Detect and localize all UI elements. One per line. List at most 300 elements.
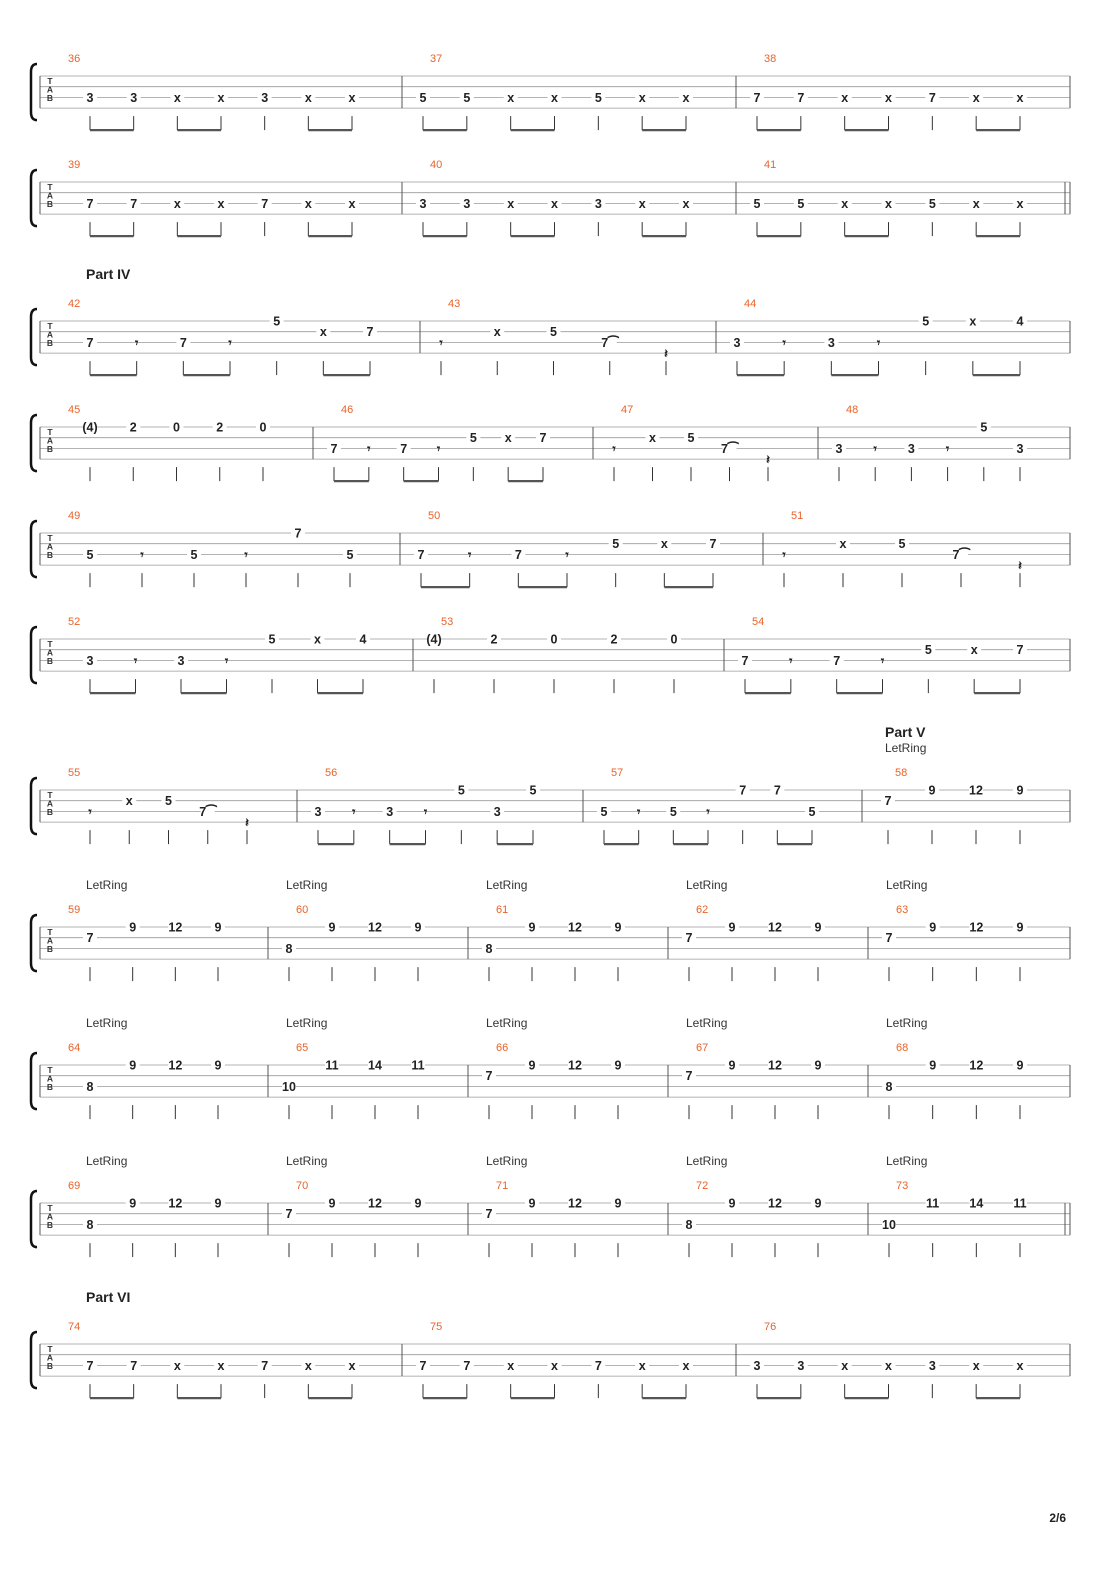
fret-number: 7⁀ — [952, 547, 970, 562]
fret-number: x — [314, 632, 321, 647]
fret-number: 3 — [314, 804, 322, 819]
fret-number: x — [682, 90, 690, 105]
fret-number: 0 — [173, 420, 180, 435]
measure-number: 42 — [68, 298, 81, 310]
measure — [282, 1154, 468, 1257]
tab-system — [31, 616, 1070, 693]
measure-number: 36 — [68, 53, 81, 65]
fret-number: 9 — [728, 1058, 736, 1073]
measure — [416, 159, 736, 236]
tab-system — [31, 724, 1070, 844]
rest-symbol: 𝄾 — [439, 335, 443, 350]
tab-system — [31, 53, 1070, 130]
system-brace — [31, 778, 37, 834]
fret-number: 3 — [130, 90, 138, 105]
rest-symbol: 𝄾 — [782, 335, 786, 350]
measure — [438, 298, 716, 375]
fret-number: x — [649, 431, 656, 446]
fret-number: 3 — [261, 90, 269, 105]
measure — [730, 298, 1070, 375]
fret-number: x — [841, 90, 849, 105]
fret-number: 9 — [1016, 920, 1024, 935]
fret-number: 0 — [259, 420, 267, 435]
fret-number: x — [348, 1358, 356, 1373]
fret-number: 3 — [1016, 441, 1024, 456]
measure-number: 45 — [68, 404, 81, 416]
rest-symbol: 𝄾 — [133, 653, 138, 668]
tab-clef-letter: A — [46, 1211, 54, 1222]
rest-symbol: 𝄾 — [88, 804, 92, 819]
fret-number: x — [304, 196, 312, 211]
fret-number: 7 — [285, 1207, 293, 1222]
fret-number: 12 — [568, 920, 582, 935]
fret-number: 11 — [325, 1058, 339, 1073]
tab-clef-letter: B — [46, 550, 54, 560]
system-brace — [31, 309, 37, 365]
system-brace — [31, 64, 37, 120]
fret-number: 3 — [907, 441, 915, 456]
fret-number: x — [1016, 196, 1024, 211]
fret-number: 3 — [419, 196, 427, 211]
fret-number: 12 — [168, 1196, 183, 1211]
fret-number: 7 — [739, 783, 747, 798]
tab-clef-letter: A — [46, 329, 54, 340]
fret-number: 10 — [882, 1217, 896, 1232]
tab-system — [31, 404, 1070, 481]
rest-symbol: 𝄾 — [228, 335, 232, 350]
fret-number: 7 — [833, 653, 841, 668]
fret-number: 5 — [687, 431, 695, 446]
fret-number: 2 — [610, 632, 618, 647]
rest-symbol: 𝄾 — [436, 441, 441, 456]
fret-number: 9 — [214, 1058, 222, 1073]
fret-number: 2 — [216, 420, 224, 435]
fret-number: 3 — [753, 1358, 761, 1373]
rest-symbol: 𝄾 — [565, 547, 569, 562]
rest-symbol: 𝄽 — [766, 452, 770, 467]
measure-number: 58 — [895, 767, 908, 779]
fret-number: 5 — [600, 804, 608, 819]
fret-number: 12 — [168, 1058, 183, 1073]
tab-clef-letter: A — [46, 647, 54, 658]
measure — [68, 510, 400, 587]
fret-number: 8 — [685, 1217, 693, 1232]
fret-number: (4) — [426, 632, 442, 647]
fret-number: 7 — [86, 196, 94, 211]
tab-clef-letter: T — [47, 321, 53, 331]
fret-number: 7⁀ — [199, 804, 217, 819]
fret-number: 9 — [214, 920, 222, 935]
tab-clef-letter: A — [46, 435, 54, 446]
measure-number: 61 — [496, 904, 509, 916]
fret-number: x — [507, 1358, 515, 1373]
measure — [781, 510, 1070, 587]
rest-symbol: 𝄾 — [789, 653, 793, 668]
system-brace — [31, 521, 37, 577]
measure — [68, 53, 402, 130]
tab-clef-letter: A — [46, 84, 54, 95]
measure-number: 53 — [441, 616, 454, 628]
fret-number: 7 — [261, 1358, 269, 1373]
fret-number: 7 — [130, 196, 138, 211]
fret-number: 7 — [1016, 643, 1024, 658]
fret-number: x — [972, 90, 980, 105]
fret-number: 5 — [612, 537, 620, 552]
fret-number: 7 — [797, 90, 805, 105]
measure — [482, 1016, 668, 1119]
fret-number: 7 — [685, 931, 693, 946]
measure-number: 48 — [846, 404, 859, 416]
tab-clef-letter: B — [46, 199, 54, 209]
fret-number: 9 — [414, 920, 422, 935]
fret-number: x — [972, 196, 980, 211]
rest-symbol: 𝄾 — [244, 547, 248, 562]
fret-number: x — [125, 794, 133, 809]
fret-number: x — [304, 90, 312, 105]
rest-symbol: 𝄽 — [664, 346, 668, 361]
fret-number: 11 — [411, 1058, 425, 1073]
fret-number: 7 — [366, 325, 374, 340]
fret-number: 5 — [928, 196, 936, 211]
measure — [750, 53, 1070, 130]
measure-number: 39 — [68, 159, 81, 171]
tab-clef-letter: B — [46, 944, 54, 954]
fret-number: 9 — [129, 920, 137, 935]
fret-number: x — [551, 196, 558, 211]
fret-number: x — [348, 90, 356, 105]
tab-clef-letter: T — [47, 790, 53, 800]
system-brace — [31, 170, 37, 226]
rest-symbol: 𝄾 — [367, 441, 371, 456]
measure-number: 62 — [696, 904, 709, 916]
measure-number: 72 — [696, 1180, 709, 1192]
rest-symbol: 𝄾 — [468, 547, 472, 562]
fret-number: x — [173, 90, 181, 105]
system-brace — [31, 415, 37, 471]
section-label: Part V — [885, 724, 926, 740]
let-ring-label: LetRing — [486, 1154, 528, 1168]
rest-symbol: 𝄾 — [706, 804, 710, 819]
fret-number: 7 — [294, 526, 302, 541]
fret-number: 5 — [797, 196, 805, 211]
fret-number: 2 — [129, 420, 137, 435]
fret-number: 8 — [86, 1217, 94, 1232]
tab-clef-letter: B — [46, 656, 54, 666]
let-ring-label: LetRing — [86, 1154, 128, 1168]
fret-number: 7 — [86, 931, 94, 946]
fret-number: 5 — [273, 314, 281, 329]
fret-number: x — [638, 90, 646, 105]
fret-number: 7 — [514, 547, 522, 562]
rest-symbol: 𝄾 — [873, 441, 877, 456]
fret-number: 5 — [457, 783, 465, 798]
fret-number: 9 — [1016, 783, 1024, 798]
fret-number: 3 — [594, 196, 602, 211]
fret-number: x — [217, 196, 225, 211]
fret-number: x — [682, 196, 690, 211]
fret-number: 8 — [885, 1079, 893, 1094]
let-ring-label: LetRing — [686, 1016, 728, 1030]
fret-number: 3 — [835, 441, 843, 456]
measure-number: 50 — [428, 510, 441, 522]
fret-number: 9 — [328, 1196, 336, 1211]
fret-number: 9 — [214, 1196, 222, 1211]
let-ring-label: LetRing — [486, 878, 528, 892]
tab-system — [31, 1289, 1070, 1398]
fret-number: 5 — [669, 804, 677, 819]
fret-number: 0 — [670, 632, 678, 647]
section-label: Part IV — [86, 266, 131, 282]
measure-number: 54 — [752, 616, 765, 628]
tab-clef-letter: T — [47, 1065, 53, 1075]
fret-number: x — [638, 1358, 646, 1373]
measure-number: 69 — [68, 1180, 81, 1192]
fret-number: 7 — [417, 547, 425, 562]
measure-number: 68 — [896, 1042, 909, 1054]
measure — [327, 404, 593, 481]
fret-number: 12 — [768, 920, 782, 935]
tab-clef-letter: B — [46, 807, 54, 817]
measure-number: 63 — [896, 904, 909, 916]
fret-number: 3 — [928, 1358, 936, 1373]
measure-number: 49 — [68, 510, 81, 522]
measure — [68, 1321, 402, 1398]
measure — [68, 616, 413, 693]
tab-clef-letter: T — [47, 927, 53, 937]
fret-number: 2 — [490, 632, 498, 647]
fret-number: x — [507, 90, 515, 105]
tab-system — [31, 1016, 1070, 1119]
measure — [482, 1154, 668, 1257]
fret-number: 7 — [709, 537, 717, 552]
fret-number: x — [217, 90, 225, 105]
fret-number: x — [551, 1358, 558, 1373]
fret-number: 3 — [177, 653, 185, 668]
fret-number: 7 — [485, 1207, 493, 1222]
rest-symbol: 𝄾 — [637, 804, 641, 819]
fret-number: 5 — [529, 783, 537, 798]
fret-number: 7 — [86, 1358, 94, 1373]
fret-number: 12 — [168, 920, 183, 935]
fret-number: 7 — [741, 653, 749, 668]
fret-number: 7 — [179, 335, 187, 350]
fret-number: x — [970, 643, 978, 658]
fret-number: 5 — [463, 90, 471, 105]
fret-number: x — [507, 196, 515, 211]
fret-number: x — [660, 537, 668, 552]
fret-number: 5 — [924, 643, 932, 658]
rest-symbol: 𝄽 — [245, 815, 249, 830]
fret-number: 5 — [898, 537, 906, 552]
measure — [682, 878, 868, 981]
fret-number: 7 — [400, 441, 408, 456]
fret-number: (4) — [82, 420, 98, 435]
fret-number: x — [972, 1358, 980, 1373]
measure — [738, 616, 1070, 693]
measure-number: 65 — [296, 1042, 309, 1054]
fret-number: 9 — [928, 783, 936, 798]
fret-number: 7 — [86, 335, 94, 350]
fret-number: x — [1016, 1358, 1024, 1373]
fret-number: x — [348, 196, 356, 211]
measure — [68, 404, 313, 481]
measure-number: 57 — [611, 767, 624, 779]
let-ring-label: LetRing — [885, 741, 927, 755]
let-ring-label: LetRing — [686, 878, 728, 892]
fret-number: 9 — [614, 1058, 622, 1073]
measure-number: 66 — [496, 1042, 509, 1054]
fret-number: x — [885, 90, 892, 105]
fret-number: 8 — [285, 941, 293, 956]
system-brace — [31, 627, 37, 683]
fret-number: 12 — [768, 1058, 782, 1073]
rest-symbol: 𝄾 — [423, 804, 428, 819]
tab-system — [31, 878, 1070, 981]
measure-number: 64 — [68, 1042, 81, 1054]
fret-number: 5 — [165, 794, 172, 809]
rest-symbol: 𝄾 — [135, 335, 139, 350]
tab-clef-letter: A — [46, 1352, 54, 1363]
fret-number: 5 — [268, 632, 276, 647]
measure-number: 52 — [68, 616, 81, 628]
measure — [68, 767, 297, 844]
fret-number: 5 — [469, 431, 477, 446]
fret-number: x — [885, 196, 892, 211]
measure — [68, 1154, 268, 1257]
measure-number: 59 — [68, 904, 81, 916]
measure-number: 38 — [764, 53, 777, 65]
measure — [68, 159, 402, 236]
measure-number: 74 — [68, 1321, 81, 1333]
fret-number: 7 — [885, 931, 893, 946]
fret-number: x — [319, 325, 327, 340]
tab-clef-letter: T — [47, 639, 53, 649]
measure — [750, 159, 1070, 236]
let-ring-label: LetRing — [286, 1154, 328, 1168]
fret-number: 5 — [419, 90, 427, 105]
fret-number: 0 — [550, 632, 558, 647]
tab-system — [31, 266, 1070, 375]
tab-clef-letter: B — [46, 1361, 54, 1371]
fret-number: x — [504, 431, 512, 446]
rest-symbol: 𝄾 — [352, 804, 356, 819]
fret-number: 5 — [753, 196, 761, 211]
measure-number: 56 — [325, 767, 338, 779]
measure — [311, 767, 583, 844]
measure — [68, 878, 268, 981]
fret-number: 9 — [929, 920, 937, 935]
rest-symbol: 𝄾 — [880, 653, 885, 668]
measure — [282, 1016, 468, 1119]
fret-number: 5 — [86, 547, 94, 562]
fret-number: 14 — [969, 1196, 984, 1211]
rest-symbol: 𝄾 — [224, 653, 229, 668]
fret-number: 5 — [922, 314, 930, 329]
fret-number: 7 — [539, 431, 547, 446]
measure-number: 51 — [791, 510, 804, 522]
measure-number: 71 — [496, 1180, 509, 1192]
tab-clef-letter: A — [46, 190, 54, 201]
fret-number: 8 — [485, 941, 493, 956]
fret-number: 7 — [485, 1069, 493, 1084]
fret-number: 4 — [359, 632, 367, 647]
fret-number: 10 — [282, 1079, 296, 1094]
fret-number: 9 — [129, 1196, 137, 1211]
measure-number: 40 — [430, 159, 443, 171]
fret-number: 9 — [528, 1058, 536, 1073]
tab-system — [31, 159, 1070, 236]
fret-number: 9 — [929, 1058, 937, 1073]
fret-number: x — [841, 196, 849, 211]
measure — [882, 1016, 1070, 1119]
fret-number: 9 — [814, 1058, 822, 1073]
fret-number: 7 — [463, 1358, 471, 1373]
measure-number: 67 — [696, 1042, 709, 1054]
fret-number: x — [217, 1358, 225, 1373]
fret-number: 3 — [733, 335, 741, 350]
measure-number: 73 — [896, 1180, 909, 1192]
measure — [426, 616, 724, 693]
fret-number: 12 — [969, 783, 983, 798]
fret-number: 7 — [594, 1358, 602, 1373]
fret-number: 7⁀ — [601, 335, 619, 350]
measure — [882, 878, 1070, 981]
fret-number: 5 — [346, 547, 354, 562]
fret-number: x — [841, 1358, 849, 1373]
tab-clef-letter: B — [46, 444, 54, 454]
fret-number: 4 — [1016, 314, 1024, 329]
fret-number: 11 — [1013, 1196, 1027, 1211]
measure — [882, 1154, 1070, 1257]
measure — [881, 724, 1070, 844]
measure — [282, 878, 468, 981]
fret-number: 9 — [814, 1196, 822, 1211]
fret-number: 3 — [463, 196, 471, 211]
fret-number: 5 — [550, 325, 557, 340]
fret-number: 9 — [328, 920, 336, 935]
fret-number: 9 — [614, 920, 622, 935]
rest-symbol: 𝄾 — [140, 547, 144, 562]
tab-clef-letter: A — [46, 541, 54, 552]
measure-number: 37 — [430, 53, 443, 65]
let-ring-label: LetRing — [686, 1154, 728, 1168]
fret-number: 9 — [528, 920, 536, 935]
measure-number: 70 — [296, 1180, 309, 1192]
tab-clef-letter: A — [46, 1073, 54, 1084]
fret-number: x — [173, 196, 181, 211]
fret-number: x — [682, 1358, 690, 1373]
fret-number: 11 — [926, 1196, 940, 1211]
measure — [682, 1154, 868, 1257]
tab-system — [31, 1154, 1070, 1257]
fret-number: 5 — [190, 547, 198, 562]
let-ring-label: LetRing — [86, 878, 128, 892]
fret-number: 12 — [368, 920, 382, 935]
measure — [414, 510, 763, 587]
measure-number: 46 — [341, 404, 354, 416]
let-ring-label: LetRing — [886, 878, 928, 892]
fret-number: 3 — [493, 804, 501, 819]
fret-number: 7 — [753, 90, 761, 105]
fret-number: 7 — [419, 1358, 427, 1373]
measure-number: 75 — [430, 1321, 443, 1333]
fret-number: 3 — [797, 1358, 805, 1373]
fret-number: x — [969, 314, 977, 329]
tab-clef-letter: B — [46, 1220, 54, 1230]
measure — [416, 1321, 736, 1398]
system-brace — [31, 915, 37, 971]
fret-number: 12 — [969, 1058, 984, 1073]
